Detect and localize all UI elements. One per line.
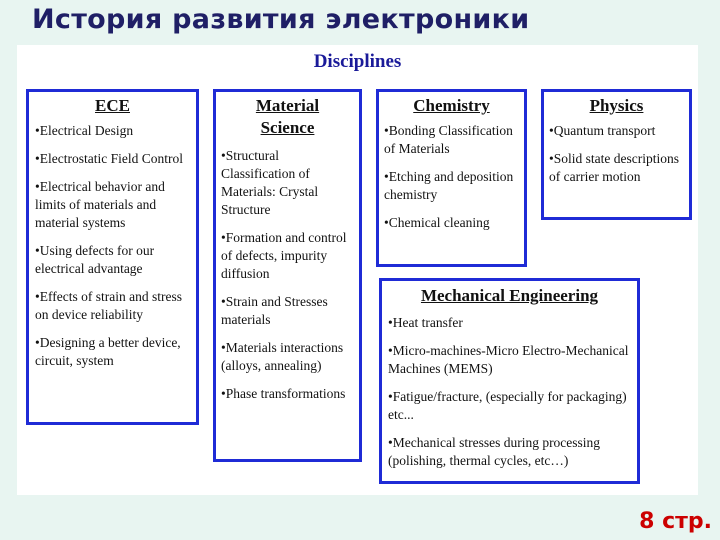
disciplines-title: Disciplines bbox=[313, 51, 402, 72]
chemistry-list bbox=[384, 122, 519, 232]
list-item: • Chemical cleaning bbox=[384, 214, 519, 232]
chemistry-heading: Chemistry bbox=[413, 96, 490, 115]
list-item: • Solid state descriptions of carrier motion bbox=[549, 150, 684, 186]
list-item: • Heat transfer bbox=[388, 314, 631, 332]
disciplines-panel bbox=[17, 45, 698, 495]
list-item: • Designing a better device, circuit, system bbox=[35, 334, 190, 370]
list-item: • Materials interactions (alloys, annealing) bbox=[221, 339, 354, 375]
list-item: • Quantum transport bbox=[549, 122, 684, 140]
material-science-box bbox=[213, 89, 362, 462]
mechanical-engineering-heading: Mechanical Engineering bbox=[420, 286, 599, 305]
list-item: • Bonding Classification of Materials bbox=[384, 122, 519, 158]
list-item: • Mechanical stresses during processing (polishing, thermal cycles, etc…) bbox=[388, 434, 631, 470]
list-item: • Fatigue/fracture, (especially for packaging) etc... bbox=[388, 388, 631, 424]
list-item: • Using defects for our electrical advantage bbox=[35, 242, 190, 278]
physics-box bbox=[541, 89, 692, 220]
material-science-heading: Material Science bbox=[255, 96, 320, 137]
ece-heading: ECE bbox=[95, 96, 130, 115]
physics-list bbox=[549, 122, 684, 186]
list-item: • Etching and deposition chemistry bbox=[384, 168, 519, 204]
chemistry-box bbox=[376, 89, 527, 267]
ece-list bbox=[35, 122, 190, 370]
list-item: • Effects of strain and stress on device reliability bbox=[35, 288, 190, 324]
ece-box bbox=[26, 89, 199, 425]
mechanical-engineering-box bbox=[379, 278, 640, 484]
list-item: • Micro-machines-Micro Electro-Mechanical Machines (MEMS) bbox=[388, 342, 631, 378]
list-item: • Electrostatic Field Control bbox=[35, 150, 190, 168]
slide-title: История развития электроники bbox=[32, 4, 530, 35]
list-item: • Phase transformations bbox=[221, 385, 354, 403]
page-number: 8 стр. bbox=[639, 509, 712, 534]
list-item: • Electrical behavior and limits of materials and material systems bbox=[35, 178, 190, 232]
list-item: • Strain and Stresses materials bbox=[221, 293, 354, 329]
material-science-list bbox=[221, 147, 354, 403]
list-item: • Electrical Design bbox=[35, 122, 190, 140]
list-item: • Formation and control of defects, impurity diffusion bbox=[221, 229, 354, 283]
mechanical-engineering-list bbox=[388, 314, 631, 470]
list-item: • Structural Classification of Materials: Crystal Structure bbox=[221, 147, 354, 219]
physics-heading: Physics bbox=[589, 96, 644, 115]
